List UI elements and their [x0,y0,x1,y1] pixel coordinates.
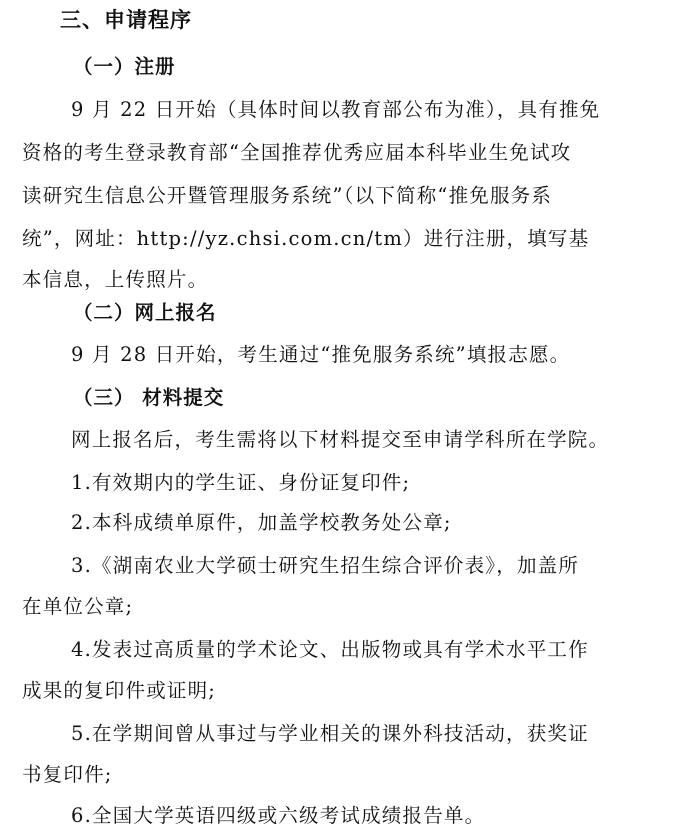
registration-heading: （一）注册 [73,55,176,78]
registration-line: 统”，网址：http://yz.chsi.com.cn/tm）进行注册，填写基 [22,227,590,250]
materials-item: 2.本科成绩单原件，加盖学校教务处公章; [71,511,452,534]
registration-line: 读研究生信息公开暨管理服务系统”（以下简称“推免服务系 [22,184,553,207]
online-signup-line: 9 月 28 日开始，考生通过“推免服务系统”填报志愿。 [71,343,571,366]
materials-item: 5.在学期间曾从事过与学业相关的课外科技活动，获奖证 [71,722,589,745]
materials-item: 1.有效期内的学生证、身份证复印件; [71,471,411,494]
section-title: 三、申请程序 [60,7,192,32]
online-signup-heading: （二）网上报名 [73,301,217,324]
materials-item: 6.全国大学英语四级或六级考试成绩报告单。 [71,804,486,827]
registration-line: 9 月 22 日开始（具体时间以教育部公布为准），具有推免 [71,98,601,121]
registration-line: 资格的考生登录教育部“全国推荐优秀应届本科毕业生免试攻 [22,141,572,164]
materials-item: 成果的复印件或证明; [22,679,217,702]
materials-heading: （三） 材料提交 [73,386,225,409]
materials-item: 在单位公章; [22,595,134,618]
materials-item: 书复印件; [22,763,113,786]
materials-item: 3.《湖南农业大学硕士研究生招生综合评价表》，加盖所 [71,554,580,577]
registration-line: 本信息，上传照片。 [22,268,209,291]
materials-intro: 网上报名后，考生需将以下材料提交至申请学科所在学院。 [71,428,610,451]
materials-item: 4.发表过高质量的学术论文、出版物或具有学术水平工作 [71,638,589,661]
